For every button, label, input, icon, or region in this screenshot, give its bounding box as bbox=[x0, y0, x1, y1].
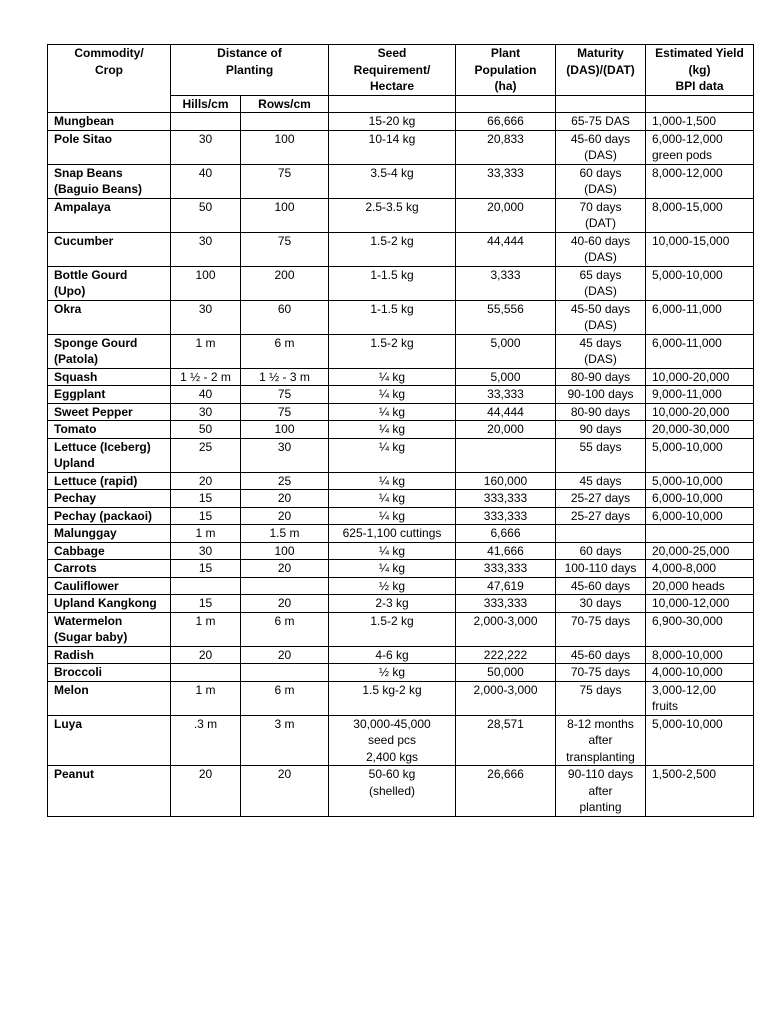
rows-spacing: 1.5 m bbox=[241, 525, 329, 543]
seed-requirement: 50-60 kg (shelled) bbox=[329, 766, 456, 817]
estimated-yield: 6,000-10,000 bbox=[646, 507, 754, 525]
hills-spacing bbox=[171, 113, 241, 131]
maturity: 65-75 DAS bbox=[556, 113, 646, 131]
hills-spacing: 40 bbox=[171, 164, 241, 198]
header-seed: Seed Requirement/ Hectare bbox=[329, 45, 456, 96]
table-row bbox=[48, 595, 754, 613]
table-body bbox=[48, 113, 754, 817]
table-row bbox=[48, 560, 754, 578]
table-row bbox=[48, 300, 754, 334]
plant-population bbox=[456, 438, 556, 472]
estimated-yield: 10,000-15,000 bbox=[646, 232, 754, 266]
plant-population: 5,000 bbox=[456, 368, 556, 386]
maturity: 30 days bbox=[556, 595, 646, 613]
plant-population: 20,000 bbox=[456, 198, 556, 232]
estimated-yield: 10,000-20,000 bbox=[646, 368, 754, 386]
rows-spacing: 100 bbox=[241, 421, 329, 439]
plant-population: 160,000 bbox=[456, 472, 556, 490]
crop-name: Melon bbox=[48, 681, 171, 715]
seed-requirement: 1.5 kg-2 kg bbox=[329, 681, 456, 715]
rows-spacing: 75 bbox=[241, 232, 329, 266]
plant-population: 66,666 bbox=[456, 113, 556, 131]
estimated-yield: 6,000-11,000 bbox=[646, 300, 754, 334]
rows-spacing bbox=[241, 664, 329, 682]
crop-name: Luya bbox=[48, 715, 171, 766]
crop-name: Lettuce (rapid) bbox=[48, 472, 171, 490]
table-row bbox=[48, 438, 754, 472]
crop-name: Snap Beans (Baguio Beans) bbox=[48, 164, 171, 198]
plant-population: 26,666 bbox=[456, 766, 556, 817]
maturity: 60 days (DAS) bbox=[556, 164, 646, 198]
maturity: 45 days (DAS) bbox=[556, 334, 646, 368]
maturity: 25-27 days bbox=[556, 490, 646, 508]
hills-spacing: 25 bbox=[171, 438, 241, 472]
header-maturity: Maturity (DAS)/(DAT) bbox=[556, 45, 646, 96]
rows-spacing bbox=[241, 113, 329, 131]
maturity: 75 days bbox=[556, 681, 646, 715]
seed-requirement: ¼ kg bbox=[329, 507, 456, 525]
crop-name: Pechay (packaoi) bbox=[48, 507, 171, 525]
estimated-yield: 5,000-10,000 bbox=[646, 438, 754, 472]
estimated-yield: 20,000-25,000 bbox=[646, 542, 754, 560]
table-row bbox=[48, 198, 754, 232]
maturity: 70 days (DAT) bbox=[556, 198, 646, 232]
header-row bbox=[48, 45, 754, 96]
hills-spacing: 50 bbox=[171, 421, 241, 439]
subheader-blank-maturity bbox=[556, 95, 646, 113]
table-row bbox=[48, 266, 754, 300]
seed-requirement: 1.5-2 kg bbox=[329, 232, 456, 266]
seed-requirement: ¼ kg bbox=[329, 542, 456, 560]
estimated-yield: 10,000-12,000 bbox=[646, 595, 754, 613]
plant-population: 44,444 bbox=[456, 403, 556, 421]
crop-name: Ampalaya bbox=[48, 198, 171, 232]
hills-spacing: 1 m bbox=[171, 334, 241, 368]
header-population: Plant Population (ha) bbox=[456, 45, 556, 96]
estimated-yield: 3,000-12,00 fruits bbox=[646, 681, 754, 715]
hills-spacing bbox=[171, 577, 241, 595]
crop-name: Mungbean bbox=[48, 113, 171, 131]
seed-requirement: 625-1,100 cuttings bbox=[329, 525, 456, 543]
plant-population: 333,333 bbox=[456, 560, 556, 578]
table-row bbox=[48, 164, 754, 198]
table-row bbox=[48, 664, 754, 682]
seed-requirement: 2.5-3.5 kg bbox=[329, 198, 456, 232]
seed-requirement: ¼ kg bbox=[329, 421, 456, 439]
hills-spacing: 1 ½ - 2 m bbox=[171, 368, 241, 386]
seed-requirement: 1.5-2 kg bbox=[329, 334, 456, 368]
plant-population: 333,333 bbox=[456, 490, 556, 508]
hills-spacing: 30 bbox=[171, 403, 241, 421]
rows-spacing: 3 m bbox=[241, 715, 329, 766]
rows-spacing: 20 bbox=[241, 560, 329, 578]
rows-spacing: 30 bbox=[241, 438, 329, 472]
plant-population: 5,000 bbox=[456, 334, 556, 368]
plant-population: 33,333 bbox=[456, 386, 556, 404]
maturity: 55 days bbox=[556, 438, 646, 472]
table-row bbox=[48, 472, 754, 490]
hills-spacing: 20 bbox=[171, 646, 241, 664]
rows-spacing: 100 bbox=[241, 130, 329, 164]
hills-spacing: 20 bbox=[171, 766, 241, 817]
maturity: 80-90 days bbox=[556, 403, 646, 421]
seed-requirement: ½ kg bbox=[329, 664, 456, 682]
estimated-yield: 5,000-10,000 bbox=[646, 715, 754, 766]
estimated-yield bbox=[646, 525, 754, 543]
hills-spacing: 30 bbox=[171, 300, 241, 334]
hills-spacing: 15 bbox=[171, 595, 241, 613]
plant-population: 2,000-3,000 bbox=[456, 681, 556, 715]
crop-name: Pechay bbox=[48, 490, 171, 508]
crop-name: Radish bbox=[48, 646, 171, 664]
rows-spacing: 75 bbox=[241, 386, 329, 404]
crop-name: Sweet Pepper bbox=[48, 403, 171, 421]
table-row bbox=[48, 403, 754, 421]
hills-spacing: 40 bbox=[171, 386, 241, 404]
table-row bbox=[48, 386, 754, 404]
estimated-yield: 4,000-10,000 bbox=[646, 664, 754, 682]
table-row bbox=[48, 766, 754, 817]
seed-requirement: 1-1.5 kg bbox=[329, 266, 456, 300]
plant-population: 55,556 bbox=[456, 300, 556, 334]
seed-requirement: 2-3 kg bbox=[329, 595, 456, 613]
estimated-yield: 1,500-2,500 bbox=[646, 766, 754, 817]
seed-requirement: ¼ kg bbox=[329, 472, 456, 490]
estimated-yield: 4,000-8,000 bbox=[646, 560, 754, 578]
seed-requirement: ¼ kg bbox=[329, 490, 456, 508]
estimated-yield: 5,000-10,000 bbox=[646, 266, 754, 300]
seed-requirement: 30,000-45,000 seed pcs 2,400 kgs bbox=[329, 715, 456, 766]
crop-name: Pole Sitao bbox=[48, 130, 171, 164]
plant-population: 2,000-3,000 bbox=[456, 612, 556, 646]
crop-name: Watermelon (Sugar baby) bbox=[48, 612, 171, 646]
subheader-hills: Hills/cm bbox=[171, 95, 241, 113]
table-row bbox=[48, 646, 754, 664]
maturity: 90-110 days after planting bbox=[556, 766, 646, 817]
rows-spacing: 100 bbox=[241, 542, 329, 560]
table-row bbox=[48, 681, 754, 715]
plant-population: 44,444 bbox=[456, 232, 556, 266]
rows-spacing: 20 bbox=[241, 490, 329, 508]
maturity: 45 days bbox=[556, 472, 646, 490]
crop-name: Carrots bbox=[48, 560, 171, 578]
hills-spacing: 30 bbox=[171, 232, 241, 266]
plant-population: 6,666 bbox=[456, 525, 556, 543]
estimated-yield: 6,900-30,000 bbox=[646, 612, 754, 646]
crop-name: Cabbage bbox=[48, 542, 171, 560]
plant-population: 50,000 bbox=[456, 664, 556, 682]
seed-requirement: 10-14 kg bbox=[329, 130, 456, 164]
estimated-yield: 8,000-15,000 bbox=[646, 198, 754, 232]
crop-name: Tomato bbox=[48, 421, 171, 439]
table-row bbox=[48, 368, 754, 386]
estimated-yield: 8,000-10,000 bbox=[646, 646, 754, 664]
crop-name: Lettuce (Iceberg) Upland bbox=[48, 438, 171, 472]
maturity: 45-60 days (DAS) bbox=[556, 130, 646, 164]
seed-requirement: ¼ kg bbox=[329, 403, 456, 421]
hills-spacing bbox=[171, 664, 241, 682]
maturity: 25-27 days bbox=[556, 507, 646, 525]
crop-name: Upland Kangkong bbox=[48, 595, 171, 613]
rows-spacing: 75 bbox=[241, 403, 329, 421]
rows-spacing bbox=[241, 577, 329, 595]
maturity: 70-75 days bbox=[556, 612, 646, 646]
crop-name: Okra bbox=[48, 300, 171, 334]
plant-population: 20,000 bbox=[456, 421, 556, 439]
plant-population: 41,666 bbox=[456, 542, 556, 560]
rows-spacing: 75 bbox=[241, 164, 329, 198]
plant-population: 333,333 bbox=[456, 595, 556, 613]
rows-spacing: 200 bbox=[241, 266, 329, 300]
plant-population: 3,333 bbox=[456, 266, 556, 300]
subheader-rows: Rows/cm bbox=[241, 95, 329, 113]
hills-spacing: 30 bbox=[171, 542, 241, 560]
hills-spacing: 15 bbox=[171, 560, 241, 578]
seed-requirement: 4-6 kg bbox=[329, 646, 456, 664]
maturity: 45-60 days bbox=[556, 577, 646, 595]
hills-spacing: 50 bbox=[171, 198, 241, 232]
estimated-yield: 5,000-10,000 bbox=[646, 472, 754, 490]
table-row bbox=[48, 232, 754, 266]
seed-requirement: 1.5-2 kg bbox=[329, 612, 456, 646]
subheader-blank-population bbox=[456, 95, 556, 113]
hills-spacing: 100 bbox=[171, 266, 241, 300]
maturity: 60 days bbox=[556, 542, 646, 560]
maturity: 45-60 days bbox=[556, 646, 646, 664]
crop-planting-table bbox=[47, 44, 754, 817]
seed-requirement: 3.5-4 kg bbox=[329, 164, 456, 198]
hills-spacing: 30 bbox=[171, 130, 241, 164]
table-row bbox=[48, 715, 754, 766]
maturity: 80-90 days bbox=[556, 368, 646, 386]
rows-spacing: 20 bbox=[241, 595, 329, 613]
plant-population: 28,571 bbox=[456, 715, 556, 766]
table-row bbox=[48, 542, 754, 560]
header-crop: Commodity/ Crop bbox=[48, 45, 171, 113]
rows-spacing: 25 bbox=[241, 472, 329, 490]
crop-name: Cucumber bbox=[48, 232, 171, 266]
table-row bbox=[48, 577, 754, 595]
rows-spacing: 6 m bbox=[241, 612, 329, 646]
table-row bbox=[48, 612, 754, 646]
maturity: 40-60 days (DAS) bbox=[556, 232, 646, 266]
plant-population: 33,333 bbox=[456, 164, 556, 198]
subheader-blank-seed bbox=[329, 95, 456, 113]
subheader-blank-yield bbox=[646, 95, 754, 113]
table-row bbox=[48, 130, 754, 164]
table-row bbox=[48, 490, 754, 508]
maturity: 65 days (DAS) bbox=[556, 266, 646, 300]
plant-population: 333,333 bbox=[456, 507, 556, 525]
table-row bbox=[48, 525, 754, 543]
maturity: 90 days bbox=[556, 421, 646, 439]
estimated-yield: 20,000-30,000 bbox=[646, 421, 754, 439]
estimated-yield: 6,000-11,000 bbox=[646, 334, 754, 368]
estimated-yield: 6,000-10,000 bbox=[646, 490, 754, 508]
estimated-yield: 8,000-12,000 bbox=[646, 164, 754, 198]
crop-name: Squash bbox=[48, 368, 171, 386]
seed-requirement: 15-20 kg bbox=[329, 113, 456, 131]
crop-name: Cauliflower bbox=[48, 577, 171, 595]
crop-name: Peanut bbox=[48, 766, 171, 817]
hills-spacing: 15 bbox=[171, 490, 241, 508]
rows-spacing: 100 bbox=[241, 198, 329, 232]
plant-population: 47,619 bbox=[456, 577, 556, 595]
hills-spacing: 20 bbox=[171, 472, 241, 490]
crop-name: Malunggay bbox=[48, 525, 171, 543]
table-row bbox=[48, 113, 754, 131]
estimated-yield: 1,000-1,500 bbox=[646, 113, 754, 131]
seed-requirement: 1-1.5 kg bbox=[329, 300, 456, 334]
plant-population: 20,833 bbox=[456, 130, 556, 164]
hills-spacing: 1 m bbox=[171, 612, 241, 646]
header-yield: Estimated Yield (kg) BPI data bbox=[646, 45, 754, 96]
hills-spacing: 15 bbox=[171, 507, 241, 525]
estimated-yield: 6,000-12,000 green pods bbox=[646, 130, 754, 164]
rows-spacing: 60 bbox=[241, 300, 329, 334]
rows-spacing: 20 bbox=[241, 646, 329, 664]
plant-population: 222,222 bbox=[456, 646, 556, 664]
maturity bbox=[556, 525, 646, 543]
rows-spacing: 20 bbox=[241, 507, 329, 525]
maturity: 8-12 months after transplanting bbox=[556, 715, 646, 766]
maturity: 45-50 days (DAS) bbox=[556, 300, 646, 334]
maturity: 100-110 days bbox=[556, 560, 646, 578]
rows-spacing: 6 m bbox=[241, 681, 329, 715]
crop-name: Broccoli bbox=[48, 664, 171, 682]
seed-requirement: ¼ kg bbox=[329, 386, 456, 404]
crop-name: Sponge Gourd (Patola) bbox=[48, 334, 171, 368]
rows-spacing: 1 ½ - 3 m bbox=[241, 368, 329, 386]
table-row bbox=[48, 334, 754, 368]
estimated-yield: 9,000-11,000 bbox=[646, 386, 754, 404]
table-row bbox=[48, 421, 754, 439]
hills-spacing: .3 m bbox=[171, 715, 241, 766]
header-distance: Distance of Planting bbox=[171, 45, 329, 96]
estimated-yield: 10,000-20,000 bbox=[646, 403, 754, 421]
rows-spacing: 20 bbox=[241, 766, 329, 817]
crop-name: Eggplant bbox=[48, 386, 171, 404]
seed-requirement: ¼ kg bbox=[329, 438, 456, 472]
seed-requirement: ¼ kg bbox=[329, 560, 456, 578]
crop-name: Bottle Gourd (Upo) bbox=[48, 266, 171, 300]
estimated-yield: 20,000 heads bbox=[646, 577, 754, 595]
maturity: 90-100 days bbox=[556, 386, 646, 404]
table-row bbox=[48, 507, 754, 525]
hills-spacing: 1 m bbox=[171, 525, 241, 543]
hills-spacing: 1 m bbox=[171, 681, 241, 715]
seed-requirement: ½ kg bbox=[329, 577, 456, 595]
seed-requirement: ¼ kg bbox=[329, 368, 456, 386]
rows-spacing: 6 m bbox=[241, 334, 329, 368]
maturity: 70-75 days bbox=[556, 664, 646, 682]
